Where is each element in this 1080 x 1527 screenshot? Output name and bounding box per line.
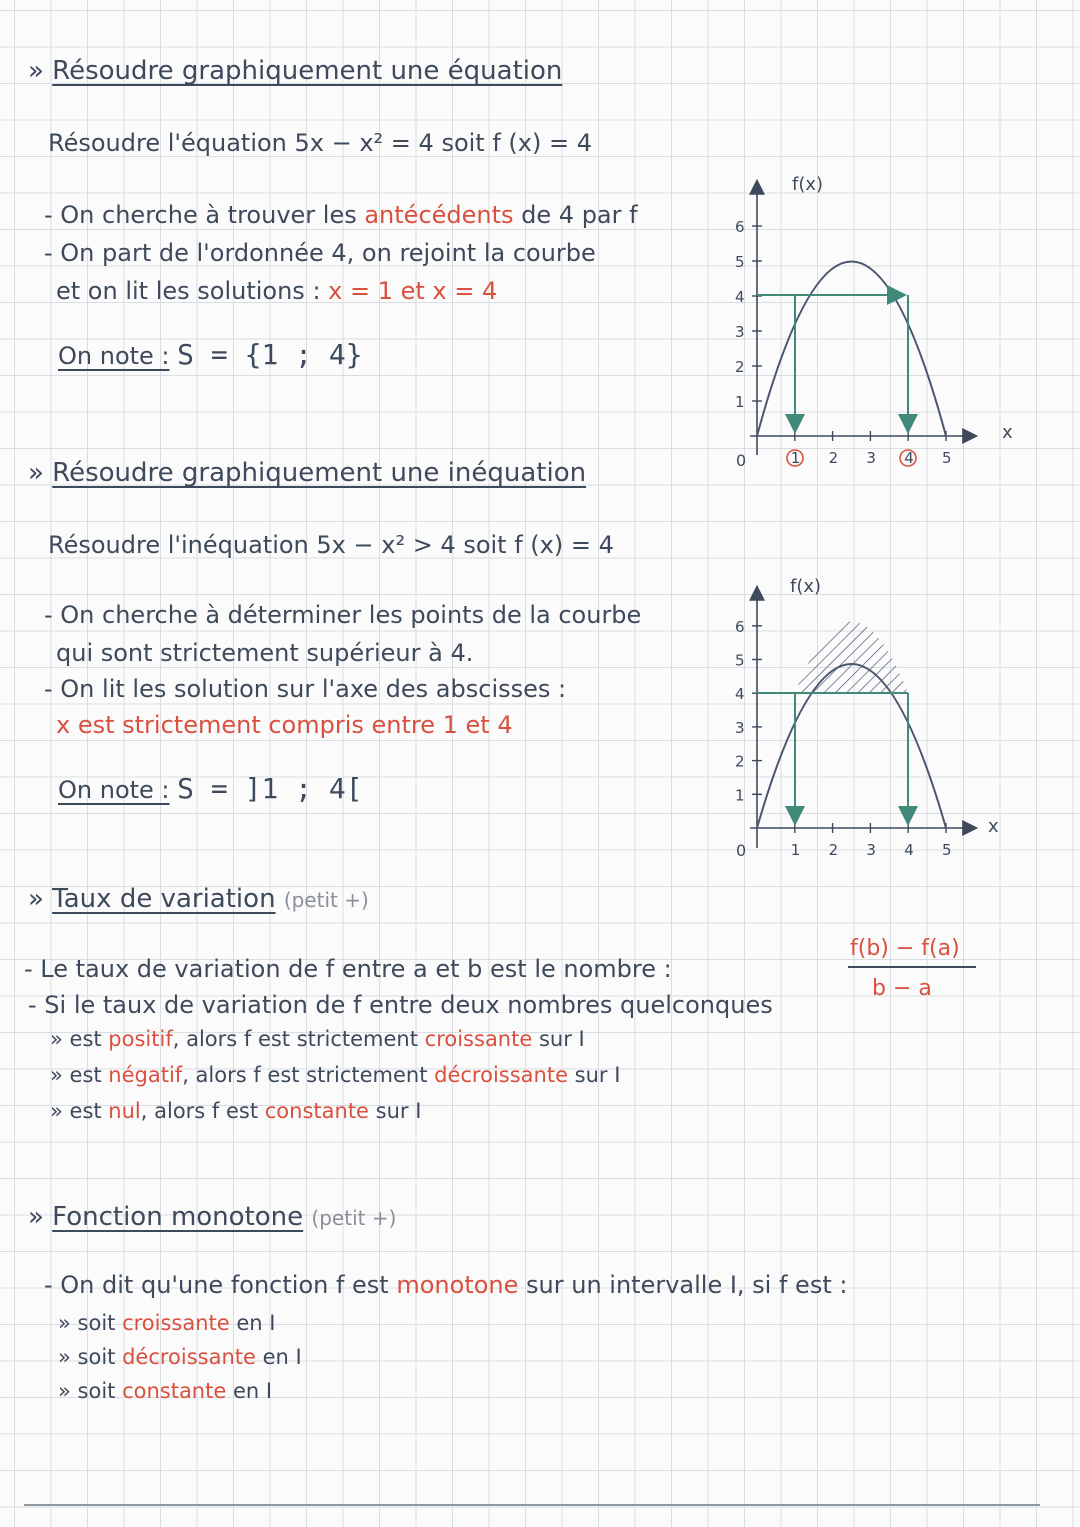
section1-step2: - On part de l'ordonnée 4, on rejoint la courbe (44, 239, 596, 267)
x-tick-label: 2 (828, 449, 839, 467)
y-label: f(x) (790, 576, 822, 597)
origin-label: 0 (736, 451, 747, 470)
section1-step1: - On cherche à trouver les antécédents de 4 par f (44, 201, 638, 229)
y-tick-label: 6 (735, 617, 745, 636)
section4-bullet-constante: » soit constante en I (58, 1379, 273, 1403)
origin-label: 0 (736, 841, 747, 860)
graph-equation (720, 160, 1040, 480)
y-tick-label: 5 (735, 651, 745, 670)
section2-step4: x est strictement compris entre 1 et 4 (56, 711, 513, 739)
x-label: x (988, 816, 999, 837)
x-tick-label: 3 (866, 841, 876, 859)
y-tick-label: 1 (735, 786, 745, 805)
y-tick-label: 3 (735, 323, 745, 341)
section4-bullet-croissante: » soit croissante en I (58, 1311, 276, 1335)
section4-bullet-decroissante: » soit décroissante en I (58, 1345, 302, 1369)
section3-line1: - Le taux de variation de f entre a et b est le nombre : (24, 955, 672, 983)
y-tick-label: 2 (735, 752, 745, 771)
section4-title: » Fonction monotone (petit +) (28, 1202, 397, 1232)
section2-title: » Résoudre graphiquement une inéquation (28, 458, 587, 488)
section2-step2: qui sont strictement supérieur à 4. (56, 639, 474, 667)
y-tick-label: 4 (735, 288, 745, 306)
section1-title: » Résoudre graphiquement une équation (28, 56, 563, 86)
x-tick-label: 3 (866, 449, 876, 467)
section1-step3: et on lit les solutions : x = 1 et x = 4 (56, 277, 498, 305)
section1-intro: Résoudre l'équation 5x − x² = 4 soit f (x) = 4 (48, 129, 592, 157)
section4-line1: - On dit qu'une fonction f est monotone sur un intervalle I, si f est : (44, 1271, 848, 1299)
y-tick-label: 5 (735, 253, 745, 271)
y-tick-label: 3 (735, 718, 745, 737)
section2-step1: - On cherche à déterminer les points de la courbe (44, 601, 642, 629)
section2-step3: - On lit les solution sur l'axe des abscisses : (44, 675, 567, 703)
x-tick-label: 5 (942, 841, 952, 859)
y-tick-label: 1 (735, 393, 745, 411)
y-tick-label: 4 (735, 685, 745, 704)
y-tick-label: 2 (735, 358, 745, 376)
hatched-region (795, 622, 908, 694)
rate-numerator: f(b) − f(a) (850, 936, 960, 961)
section3-line2: - Si le taux de variation de f entre deux nombres quelconques (28, 991, 773, 1019)
graph-inequation (720, 570, 1040, 870)
section1-note: On note : S = {1 ; 4} (58, 338, 363, 371)
section3-bullet-zero: » est nul, alors f est constante sur I (50, 1099, 422, 1123)
section3-title: » Taux de variation (petit +) (28, 884, 369, 914)
y-label: f(x) (792, 174, 824, 195)
y-tick-label: 6 (735, 218, 745, 236)
curve (757, 262, 946, 437)
rate-denominator: b − a (872, 976, 932, 1001)
fraction-bar (848, 966, 976, 968)
section2-intro: Résoudre l'inéquation 5x − x² > 4 soit f (x) = 4 (48, 531, 614, 559)
x-tick-label: 1 (790, 841, 801, 859)
section3-bullet-negative: » est négatif, alors f est strictement décroissante sur I (50, 1063, 621, 1087)
x-tick-label: 5 (942, 449, 952, 467)
x-tick-label: 1 (790, 449, 801, 467)
x-tick-label: 2 (828, 841, 839, 859)
section2-note: On note : S = ]1 ; 4[ (58, 772, 363, 805)
x-tick-label: 4 (904, 841, 914, 859)
section3-bullet-positive: » est positif, alors f est strictement croissante sur I (50, 1027, 585, 1051)
page-bottom-rule (24, 1504, 1040, 1506)
x-label: x (1002, 422, 1013, 443)
x-tick-label: 4 (904, 449, 914, 467)
